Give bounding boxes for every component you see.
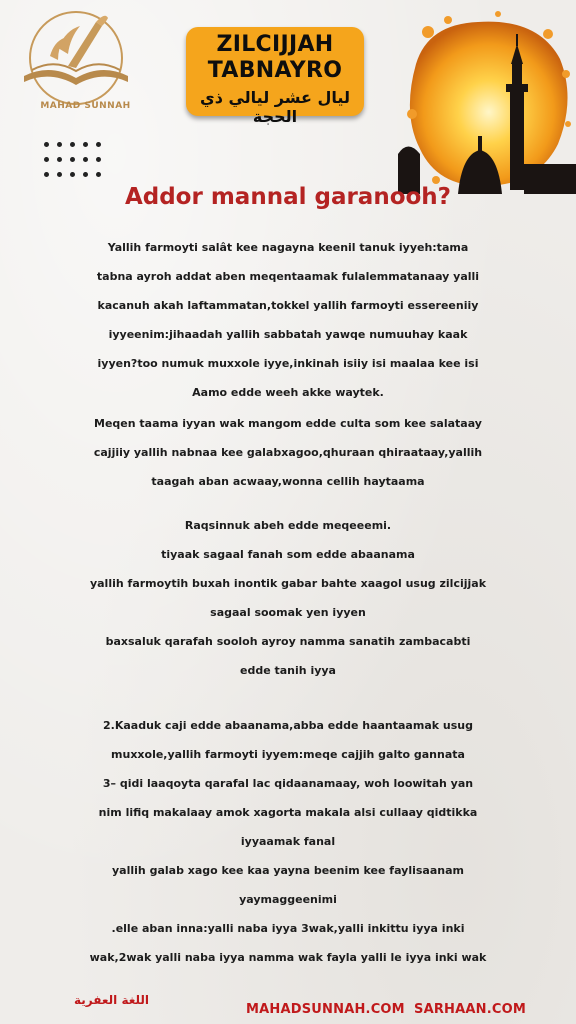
text-line: yallih galab xago kee kaa yayna beenim kee faylisaanam — [112, 864, 464, 877]
title-card — [186, 27, 364, 126]
text-line: iyyen?too numuk muxxole iyye,inkinah isiiy isi maalaa kee isi — [97, 357, 479, 370]
text-line: yallih farmoytih buxah inontik gabar bahte xaagol usug zilcijjak — [89, 577, 487, 590]
text-line: taagah aban acwaay,wonna cellih haytaama — [151, 475, 425, 488]
logo-text: MAHAD SUNNAH — [40, 101, 131, 111]
text-line: 3– qidi laaqoyta qarafal lac qidaanamaay, woh loowitah yan — [102, 777, 474, 790]
text-line: kacanuh akah laftammatan,tokkel yallih farmoyti essereeniiy — [97, 299, 479, 312]
text-line: Yallih farmoyti salât kee nagayna keenil tanuk iyyeh:tama — [107, 241, 469, 254]
footer-link-mahadsunnah[interactable]: MAHADSUNNAH.COM — [246, 1002, 405, 1017]
text-line: sagaal soomak yen iyyen — [210, 606, 366, 619]
paragraph-4 — [8, 711, 568, 972]
title-line-2: TABNAYRO — [207, 58, 343, 83]
text-line: nim lifiq makalaay amok xagorta makala alsi cullaay qidtikka — [98, 806, 478, 819]
text-line: iyyaamak fanal — [240, 835, 336, 848]
text-line: edde tanih iyya — [240, 664, 336, 677]
footer-link-sarhaan[interactable]: SARHAAN.COM — [414, 1002, 526, 1017]
text-line: .elle aban inna:yalli naba iyya 3wak,yalli inkittu iyya inki — [111, 922, 465, 935]
title-line-1: ZILCIJJAH — [216, 32, 334, 57]
text-line: 2.Kaaduk caji edde abaanama,abba edde haantaamak usug — [103, 719, 473, 732]
text-line: yaymaggeenimi — [239, 893, 337, 906]
text-line: Raqsinnuk abeh edde meqeeemi. — [184, 519, 392, 532]
footer-language-label: اللغة العفرية — [74, 993, 150, 1007]
text-line: muxxole,yallih farmoyti iyyem:meqe cajjih galto gannata — [111, 748, 465, 761]
mahad-sunnah-logo — [10, 8, 142, 118]
text-line: baxsaluk qarafah sooloh ayroy namma sanatih zambacabti — [105, 635, 471, 648]
text-line: tiyaak sagaal fanah som edde abaanama — [161, 548, 415, 561]
text-line: Aamo edde weeh akke waytek. — [192, 386, 384, 399]
paragraph-2 — [8, 409, 568, 496]
text-line: wak,2wak yalli naba iyya namma wak fayla yalli le iyya inki wak — [89, 951, 487, 964]
open-book-pen-icon — [10, 8, 142, 108]
section-heading: Addor mannal garanooh? — [124, 184, 452, 210]
text-line: iyyeenim:jihaadah yallih sabbatah yawqe numuuhay kaak — [108, 328, 468, 341]
paragraph-3 — [8, 511, 568, 685]
text-line: Meqen taama iyyan wak mangom edde culta som kee salataay — [94, 417, 482, 430]
paragraph-1 — [8, 233, 568, 407]
text-line: tabna ayroh addat aben meqentaamak fulalemmatanaay yalli — [96, 270, 480, 283]
decorative-dots — [44, 142, 104, 188]
title-arabic: ليال عشر ليالي ذي الحجة — [200, 88, 350, 126]
sunset-minaret-illustration — [398, 4, 576, 194]
text-line: cajjiiy yallih nabnaa kee galabxagoo,qhuraan qhiraataay,yallih — [93, 446, 483, 459]
